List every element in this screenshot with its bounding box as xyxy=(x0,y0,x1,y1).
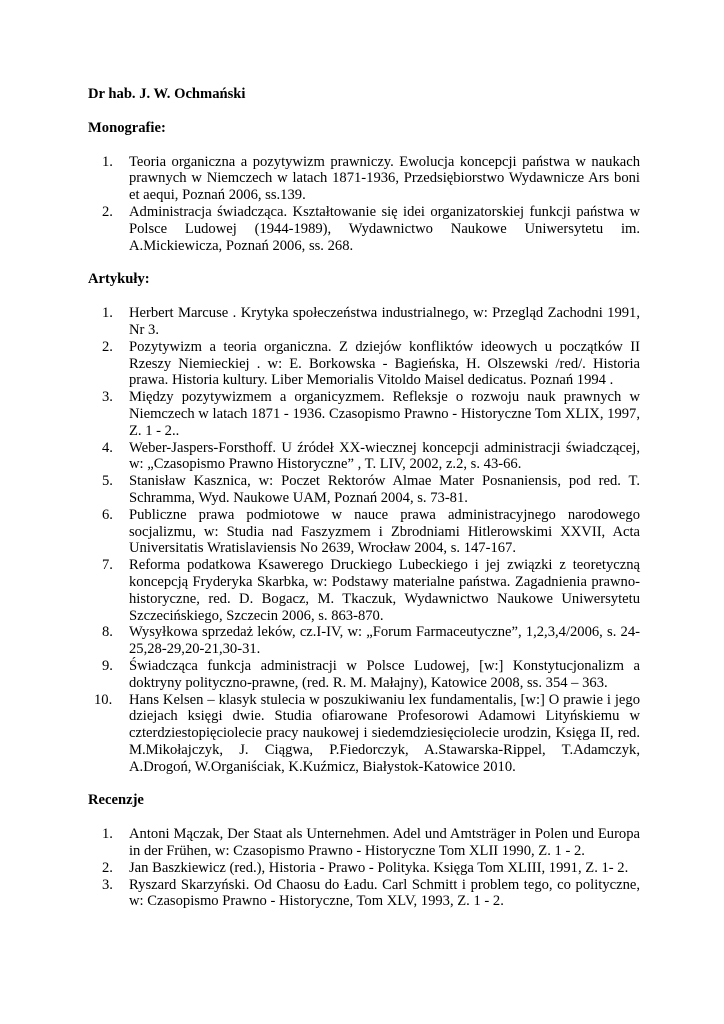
item-number: 4. xyxy=(102,439,113,456)
spacer xyxy=(88,254,640,271)
item-text: Antoni Mączak, Der Staat als Unternehmen. Adel und Amtsträger in Polen und Europa in der Frühen, w: Czasopismo Prawno - Historyczne Tom XLII 1990, Z. 1 - 2. xyxy=(129,826,640,860)
item-number: 1. xyxy=(102,826,113,843)
item-text: Świadcząca funkcja administracji w Polsce Ludowej, [w:] Konstytucjonalizm a doktryny polityczno-prawne, (red. R. M. Małajny), Katowice 2008, ss. 354 – 363. xyxy=(129,657,640,691)
list-item xyxy=(88,305,640,339)
item-text: Ryszard Skarzyński. Od Chaosu do Ładu. Carl Schmitt i problem tego, co polityczne, w: Czasopismo Prawno - Historyczne, Tom XLV, 1993, Z. 1 - 2. xyxy=(129,876,640,910)
item-text: Wysyłkowa sprzedaż leków, cz.I-IV, w: „Forum Farmaceutyczne”, 1,2,3,4/2006, s. 24-25,28-29,20-21,30-31. xyxy=(129,624,640,658)
author-heading: Dr hab. J. W. Ochmański xyxy=(88,86,246,102)
item-text: Hans Kelsen – klasyk stulecia w poszukiwaniu lex fundamentalis, [w:] O prawie i jego dziejach księgi dwie. Studia ofiarowane Profesorowi Adamowi Lityńskiemu w czterdziestopięciolecie pracy naukowej i siedemdziesięciolecie urodzin, Księga II, red. M.Mikołajczyk, J. Ciągwa, P.Fiedorczyk, A.Stawarska-Rippel, T.Adamczyk, A.Drogoń, W.Organiściak, K.Kuźmicz, Białystok-Katowice 2010. xyxy=(129,691,640,775)
list-item xyxy=(88,473,640,507)
list-item xyxy=(88,826,640,860)
list-item xyxy=(88,440,640,474)
item-text: Stanisław Kasznica, w: Poczet Rektorów Almae Mater Posnaniensis, pod red. T. Schramma, Wyd. Naukowe UAM, Poznań 2004, s. 73-81. xyxy=(129,473,640,506)
list-item xyxy=(88,154,640,204)
list-item xyxy=(88,860,640,877)
section-title-artykuly: Artykuły: xyxy=(88,271,150,288)
section-title-recenzje: Recenzje xyxy=(88,792,144,809)
list-item xyxy=(88,658,640,692)
item-number: 3. xyxy=(102,876,113,893)
item-text: Weber-Jaspers-Forsthoff. U źródeł XX-wiecznej koncepcji administracji świadczącej, w: „Czasopismo Prawno Historyczne” , T. LIV, 2002, z.2, s. 43-66. xyxy=(129,439,640,473)
item-text: Teoria organiczna a pozytywizm prawniczy. Ewolucja koncepcji państwa w naukach prawnych w Niemczech w latach 1871-1936, Przedsiębiorstwo Wydawnicze Ars boni et aequi, Poznań 2006, ss.139. xyxy=(129,153,640,204)
list-item xyxy=(88,339,640,389)
recenzje-list xyxy=(88,826,640,910)
list-item xyxy=(88,557,640,624)
list-item xyxy=(88,204,640,254)
item-number: 7. xyxy=(102,557,113,574)
item-number: 2. xyxy=(102,338,113,355)
item-number: 1. xyxy=(102,153,113,170)
list-item xyxy=(88,507,640,557)
item-text: Reforma podatkowa Ksawerego Druckiego Lubeckiego i jej związki z teoretyczną koncepcją Fryderyka Skarbka, w: Podstawy materialne państwa. Zagadnienia prawno-historyczne, red. D. Bogacz, M. Tkaczuk, Wydawnictwo Naukowe Uniwersytetu Szczecińskiego, Szczecin 2006, s. 863-870. xyxy=(129,557,640,624)
item-number: 6. xyxy=(102,506,113,523)
item-number: 2. xyxy=(102,203,113,220)
list-item xyxy=(88,389,640,439)
item-number: 8. xyxy=(102,624,113,641)
list-item xyxy=(88,692,640,776)
artykuly-list xyxy=(88,305,640,775)
item-number: 2. xyxy=(102,859,113,876)
item-number: 1. xyxy=(102,305,113,322)
item-text: Między pozytywizmem a organicyzmem. Refleksje o rozwoju nauk prawnych w Niemczech w latach 1871 - 1936. Czasopismo Prawno - Historyczne Tom XLIX, 1997, Z. 1 - 2.. xyxy=(129,389,640,439)
item-text: Publiczne prawa podmiotowe w nauce prawa administracyjnego narodowego socjalizmu, w: Studia nad Faszyzmem i Zbrodniami Hitlerowskimi XXVII, Acta Universitatis Wratislaviensis No 2639, Wrocław 2004, s. 147-167. xyxy=(129,506,640,557)
document-page xyxy=(88,86,640,910)
item-number: 10. xyxy=(94,691,113,708)
item-number: 3. xyxy=(102,389,113,406)
item-text: Herbert Marcuse . Krytyka społeczeństwa industrialnego, w: Przegląd Zachodni 1991, Nr 3. xyxy=(129,305,640,338)
item-text: Pozytywizm a teoria organiczna. Z dziejów konfliktów ideowych u początków II Rzeszy Niemieckiej . w: E. Borkowska - Bagieńska, H. Olszewski /red/. Historia prawa. Historia kultury. Liber Memorialis Vitoldo Maisel dedicatus. Poznań 1994 . xyxy=(129,338,640,389)
monografie-list xyxy=(88,154,640,255)
item-number: 9. xyxy=(102,657,113,674)
item-text: Jan Baszkiewicz (red.), Historia - Prawo - Polityka. Księga Tom XLIII, 1991, Z. 1- 2. xyxy=(129,859,629,876)
item-number: 5. xyxy=(102,473,113,490)
section-title-monografie: Monografie: xyxy=(88,119,166,136)
item-text: Administracja świadcząca. Kształtowanie się idei organizatorskiej funkcji państwa w Polsce Ludowej (1944-1989), Wydawnictwo Naukowe Uniwersytetu im. A.Mickiewicza, Poznań 2006, ss. 268. xyxy=(129,203,640,254)
list-item xyxy=(88,877,640,911)
spacer xyxy=(88,775,640,792)
list-item xyxy=(88,624,640,658)
